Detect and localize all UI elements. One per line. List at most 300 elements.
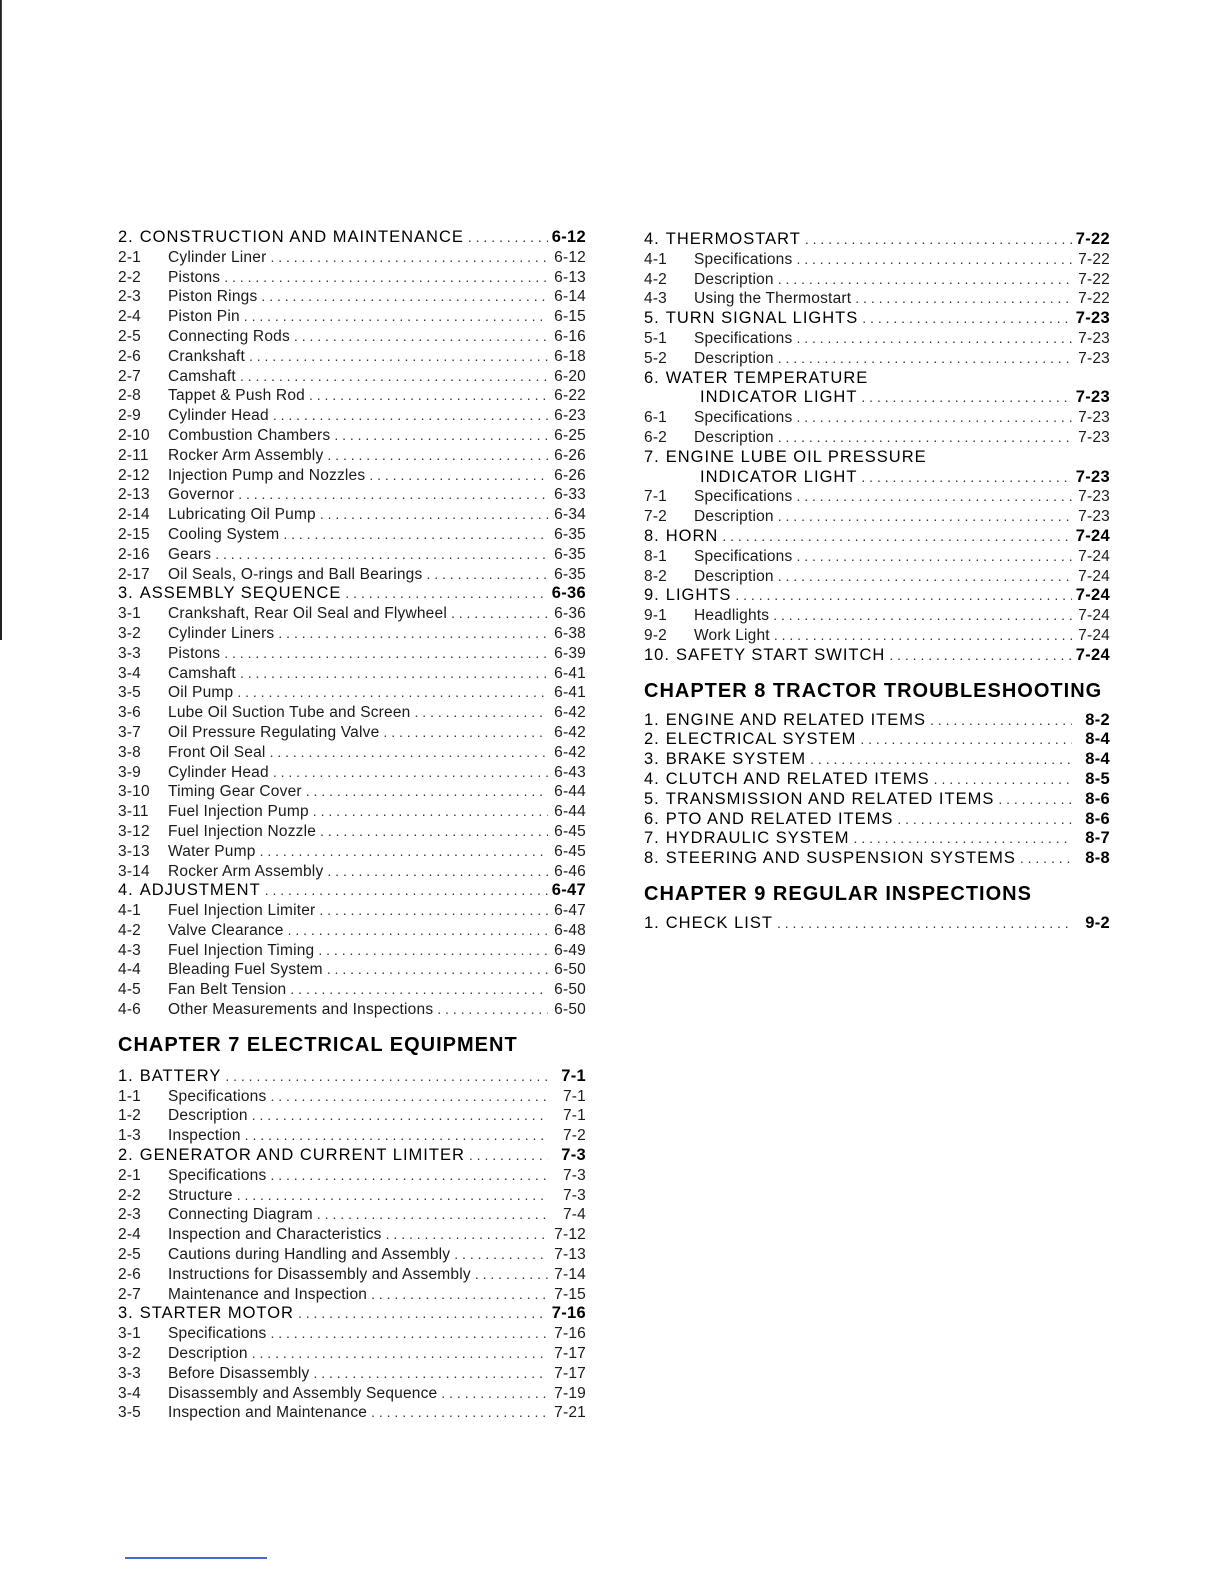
toc-entry[interactable] xyxy=(644,750,1110,770)
entry-number: 8-2 xyxy=(644,567,668,585)
entry-page-number: 7-22 xyxy=(1075,230,1110,248)
dot-leader xyxy=(215,545,548,565)
dot-leader xyxy=(426,565,548,585)
dot-leader xyxy=(288,921,548,941)
entry-page-number: 6-43 xyxy=(554,763,586,781)
entry-title: THERMOSTART xyxy=(665,230,801,248)
entry-page-number: 7-1 xyxy=(561,1066,586,1085)
entry-page-number: 6-44 xyxy=(554,783,586,801)
entry-title: Before Disassembly xyxy=(168,1364,310,1382)
entry-number: 2-7 xyxy=(118,1285,142,1303)
entry-number: 4. xyxy=(644,769,660,788)
entry-title: ADJUSTMENT xyxy=(139,881,261,900)
toc-entry[interactable] xyxy=(118,941,586,961)
dot-leader xyxy=(240,367,548,387)
entry-number: 1-3 xyxy=(118,1127,142,1145)
entry-title: Bleading Fuel System xyxy=(168,961,323,979)
entry-page-number: 7-23 xyxy=(1078,488,1110,506)
entry-number: 7. xyxy=(644,447,660,466)
dot-leader xyxy=(317,1205,548,1225)
dot-leader xyxy=(345,584,547,604)
dot-leader xyxy=(224,268,548,288)
entry-page-number: 6-16 xyxy=(554,327,586,345)
toc-entry[interactable] xyxy=(118,1304,586,1324)
entry-number: 3-3 xyxy=(118,644,142,662)
entry-number: 2. xyxy=(644,730,660,749)
toc-entry[interactable] xyxy=(118,644,586,664)
toc-entry[interactable] xyxy=(644,606,1110,626)
toc-entry[interactable] xyxy=(118,406,586,426)
toc-entry[interactable] xyxy=(644,626,1110,646)
dot-leader xyxy=(278,624,548,644)
chapter-7-heading: CHAPTER 7 ELECTRICAL EQUIPMENT xyxy=(118,1033,518,1056)
entry-page-number: 6-20 xyxy=(554,367,586,385)
entry-title: Connecting Diagram xyxy=(168,1206,313,1224)
entry-page-number: 7-16 xyxy=(551,1304,586,1323)
entry-title: CONSTRUCTION AND MAINTENANCE xyxy=(139,228,464,246)
entry-title: Oil Pump xyxy=(168,684,234,702)
toc-entry[interactable] xyxy=(644,790,1110,810)
dot-leader xyxy=(897,810,1072,830)
entry-page-number: 6-45 xyxy=(554,822,586,840)
dot-leader xyxy=(320,505,548,525)
entry-number: 2-2 xyxy=(118,1186,142,1204)
entry-page-number: 6-12 xyxy=(554,248,586,266)
entry-page-number: 7-19 xyxy=(554,1384,586,1402)
toc-entry[interactable] xyxy=(118,1324,586,1344)
entry-number: 2-12 xyxy=(118,466,150,484)
entry-page-number: 6-26 xyxy=(554,466,586,484)
entry-page-number: 7-24 xyxy=(1075,586,1110,605)
entry-title: Inspection and Characteristics xyxy=(168,1226,382,1244)
toc-entry[interactable] xyxy=(118,842,586,862)
entry-title: Specifications xyxy=(694,250,793,268)
dot-leader xyxy=(415,703,548,723)
entry-title: Description xyxy=(694,508,774,526)
dot-leader xyxy=(862,309,1072,329)
toc-entry[interactable] xyxy=(118,327,586,347)
toc-entry[interactable] xyxy=(118,822,586,842)
entry-page-number: 7-2 xyxy=(562,1127,586,1145)
entry-number: 2-6 xyxy=(118,347,142,365)
toc-entry[interactable] xyxy=(644,309,1110,329)
dot-leader xyxy=(778,349,1072,369)
toc-entry[interactable] xyxy=(118,1225,586,1245)
entry-title: Specifications xyxy=(168,1325,267,1343)
dot-leader xyxy=(934,770,1072,790)
toc-entry[interactable] xyxy=(118,545,586,565)
entry-page-number: 7-1 xyxy=(562,1107,586,1125)
entry-page-number: 6-33 xyxy=(554,486,586,504)
entry-title: Specifications xyxy=(168,1166,267,1184)
entry-title: Description xyxy=(694,349,774,367)
entry-number: 7. xyxy=(644,829,660,848)
chapter-8-heading: CHAPTER 8 TRACTOR TROUBLESHOOTING xyxy=(644,679,1103,702)
entry-title: HYDRAULIC SYSTEM xyxy=(665,829,850,848)
dot-leader xyxy=(773,606,1072,626)
dot-leader xyxy=(249,347,548,367)
toc-entry[interactable] xyxy=(644,507,1110,527)
toc-entry[interactable] xyxy=(118,862,586,882)
entry-number: 2-6 xyxy=(118,1265,142,1283)
entry-number: 3. xyxy=(118,584,134,603)
entry-number: 3-9 xyxy=(118,763,142,781)
entry-title: Fuel Injection Nozzle xyxy=(168,822,317,840)
toc-entry[interactable] xyxy=(644,349,1110,369)
entry-page-number: 6-35 xyxy=(554,565,586,583)
toc-entry[interactable] xyxy=(644,487,1110,507)
dot-leader xyxy=(309,386,548,406)
toc-entry[interactable] xyxy=(118,1364,586,1384)
toc-entry[interactable] xyxy=(118,901,586,921)
entry-page-number: 7-16 xyxy=(554,1325,586,1343)
toc-entry[interactable] xyxy=(118,1344,586,1364)
entry-title: SAFETY START SWITCH xyxy=(675,645,886,664)
toc-entry[interactable] xyxy=(644,408,1110,428)
entry-page-number: 7-24 xyxy=(1075,526,1110,545)
toc-entry[interactable] xyxy=(118,525,586,545)
dot-leader xyxy=(270,1324,548,1344)
toc-entry[interactable] xyxy=(644,586,1110,606)
chapter-9-entries xyxy=(644,914,1110,934)
entry-number: 2-2 xyxy=(118,268,142,286)
entry-title: Cooling System xyxy=(168,525,280,543)
toc-entry[interactable] xyxy=(644,448,1110,468)
toc-entry[interactable] xyxy=(118,1384,586,1404)
entry-page-number: 6-50 xyxy=(554,961,586,979)
toc-entry[interactable] xyxy=(644,829,1110,849)
dot-leader xyxy=(334,426,548,446)
toc-entry[interactable] xyxy=(118,664,586,684)
entry-number: 3-1 xyxy=(118,605,142,623)
dot-leader xyxy=(371,1403,548,1423)
entry-title: Specifications xyxy=(694,488,793,506)
entry-page-number: 6-34 xyxy=(554,506,586,524)
dot-leader xyxy=(238,485,548,505)
entry-number: 3-14 xyxy=(118,862,150,880)
entry-title: Pistons xyxy=(168,268,221,286)
toc-entry[interactable] xyxy=(118,248,586,268)
entry-title: Crankshaft, Rear Oil Seal and Flywheel xyxy=(168,605,447,623)
entry-title: Description xyxy=(694,428,774,446)
toc-entry[interactable] xyxy=(644,770,1110,790)
dot-leader xyxy=(475,1265,548,1285)
entry-number: 3-11 xyxy=(118,803,149,821)
toc-entry[interactable] xyxy=(118,960,586,980)
entry-title: ENGINE LUBE OIL PRESSURE xyxy=(665,447,927,466)
entry-number: 3. xyxy=(644,750,660,769)
entry-number: 2-15 xyxy=(118,525,150,543)
toc-entry[interactable] xyxy=(118,1166,586,1186)
entry-page-number: 7-23 xyxy=(1078,409,1110,427)
toc-entry[interactable] xyxy=(118,1205,586,1225)
toc-entry[interactable] xyxy=(118,367,586,387)
toc-entry[interactable] xyxy=(118,386,586,406)
entry-title: Crankshaft xyxy=(168,347,245,365)
entry-page-number: 6-47 xyxy=(551,881,586,900)
entry-title: LIGHTS xyxy=(665,586,732,605)
entry-title: HORN xyxy=(665,526,719,545)
toc-entry[interactable] xyxy=(118,763,586,783)
dot-leader xyxy=(860,730,1072,750)
entry-number: 2-7 xyxy=(118,367,142,385)
entry-number: 7-1 xyxy=(644,488,668,506)
entry-title: Work Light xyxy=(694,626,770,644)
scan-edge xyxy=(1,0,2,120)
entry-title: Cylinder Liners xyxy=(168,624,275,642)
dot-leader xyxy=(273,406,548,426)
dot-leader xyxy=(810,750,1072,770)
entry-number: 1-2 xyxy=(118,1107,142,1125)
dot-leader xyxy=(441,1384,548,1404)
entry-title: Inspection and Maintenance xyxy=(168,1404,368,1422)
entry-title: Fuel Injection Timing xyxy=(168,941,315,959)
toc-entry[interactable] xyxy=(644,250,1110,270)
toc-entry[interactable] xyxy=(118,604,586,624)
entry-page-number: 7-24 xyxy=(1078,547,1110,565)
entry-number: 8. xyxy=(644,526,660,545)
dot-leader xyxy=(319,901,548,921)
chapter-7-entries xyxy=(118,1067,586,1423)
toc-entry[interactable] xyxy=(118,1106,586,1126)
entry-page-number: 7-22 xyxy=(1078,270,1110,288)
entry-number: 2-13 xyxy=(118,486,150,504)
entry-title: CHECK LIST xyxy=(665,913,773,932)
toc-entry[interactable] xyxy=(118,743,586,763)
toc-entry[interactable] xyxy=(118,565,586,585)
toc-entry[interactable] xyxy=(118,268,586,288)
entry-title: Rocker Arm Assembly xyxy=(168,446,324,464)
entry-number: 4-2 xyxy=(118,921,142,939)
toc-entry[interactable] xyxy=(118,584,586,604)
toc-entry[interactable] xyxy=(644,914,1110,934)
entry-title: Gears xyxy=(168,545,212,563)
toc-entry[interactable] xyxy=(118,1265,586,1285)
entry-number: 7-2 xyxy=(644,508,668,526)
toc-entry[interactable] xyxy=(644,849,1110,869)
toc-entry[interactable] xyxy=(118,683,586,703)
entry-title: Connecting Rods xyxy=(168,327,290,345)
entry-title: ENGINE AND RELATED ITEMS xyxy=(665,710,927,729)
toc-entry[interactable] xyxy=(644,369,1110,389)
dot-leader xyxy=(290,980,548,1000)
entry-title: TRANSMISSION AND RELATED ITEMS xyxy=(665,789,995,808)
dot-leader xyxy=(318,941,548,961)
toc-entry[interactable] xyxy=(118,624,586,644)
dot-leader xyxy=(327,446,548,466)
dot-leader xyxy=(796,329,1072,349)
dot-leader xyxy=(313,1364,548,1384)
entry-page-number: 6-41 xyxy=(554,664,586,682)
entry-page-number: 6-18 xyxy=(554,347,586,365)
chapter-9-heading: CHAPTER 9 REGULAR INSPECTIONS xyxy=(644,882,1032,905)
toc-entry[interactable] xyxy=(118,287,586,307)
entry-title: Lube Oil Suction Tube and Screen xyxy=(168,704,411,722)
dot-leader xyxy=(386,1225,548,1245)
toc-entry[interactable] xyxy=(644,428,1110,448)
toc-entry[interactable] xyxy=(644,567,1110,587)
entry-page-number: 6-49 xyxy=(554,941,586,959)
entry-title: TURN SIGNAL LIGHTS xyxy=(665,309,859,328)
entry-number: 4-1 xyxy=(118,902,142,920)
entry-number: 3-8 xyxy=(118,743,142,761)
dot-leader xyxy=(930,711,1072,731)
entry-number: 6-1 xyxy=(644,409,668,427)
entry-title: Rocker Arm Assembly xyxy=(168,862,324,880)
toc-entry[interactable] xyxy=(118,426,586,446)
toc-entry[interactable] xyxy=(118,228,586,248)
dot-leader xyxy=(437,1000,548,1020)
dot-leader xyxy=(1020,849,1072,869)
entry-number: 4-1 xyxy=(644,250,668,268)
dot-leader xyxy=(270,1087,548,1107)
toc-entry[interactable] xyxy=(644,810,1110,830)
entry-number: 3-5 xyxy=(118,684,142,702)
toc-entry[interactable] xyxy=(644,646,1110,666)
entry-title: Description xyxy=(694,567,774,585)
entry-number: 9-2 xyxy=(644,626,668,644)
entry-number: 2-9 xyxy=(118,407,142,425)
entry-page-number: 7-3 xyxy=(562,1186,586,1204)
toc-entry[interactable] xyxy=(118,466,586,486)
dot-leader xyxy=(245,1126,548,1146)
toc-entry[interactable] xyxy=(118,980,586,1000)
dot-leader xyxy=(451,604,548,624)
entry-page-number: 6-35 xyxy=(554,545,586,563)
entry-title: Specifications xyxy=(168,1087,267,1105)
entry-number: 3. xyxy=(118,1304,134,1323)
dot-leader xyxy=(237,1186,548,1206)
entry-page-number: 7-24 xyxy=(1078,626,1110,644)
toc-entry[interactable] xyxy=(118,1186,586,1206)
entry-page-number: 7-22 xyxy=(1078,250,1110,268)
toc-entry[interactable] xyxy=(644,527,1110,547)
toc-entry[interactable] xyxy=(118,307,586,327)
dot-leader xyxy=(454,1245,548,1265)
toc-entry[interactable] xyxy=(644,711,1110,731)
toc-entry[interactable] xyxy=(118,802,586,822)
entry-title: Description xyxy=(694,270,774,288)
entry-number: 6-2 xyxy=(644,428,668,446)
entry-title: Camshaft xyxy=(168,367,236,385)
entry-page-number: 6-26 xyxy=(554,446,586,464)
entry-number: 2-17 xyxy=(118,565,150,583)
toc-entry[interactable] xyxy=(118,1245,586,1265)
entry-title: Lubricating Oil Pump xyxy=(168,506,316,524)
entry-page-number: 6-50 xyxy=(554,1001,586,1019)
entry-page-number: 6-41 xyxy=(554,684,586,702)
dot-leader xyxy=(735,586,1071,606)
entry-title: PTO AND RELATED ITEMS xyxy=(665,809,894,828)
entry-title: BRAKE SYSTEM xyxy=(665,750,807,769)
toc-entry[interactable] xyxy=(118,881,586,901)
toc-entry[interactable] xyxy=(644,468,1110,488)
entry-number: 3-2 xyxy=(118,624,142,642)
entry-page-number: 7-23 xyxy=(1075,388,1110,407)
toc-entry[interactable] xyxy=(118,723,586,743)
entry-page-number: 7-23 xyxy=(1078,329,1110,347)
entry-number: 5-2 xyxy=(644,349,668,367)
entry-title: Maintenance and Inspection xyxy=(168,1285,368,1303)
entry-number: 3-6 xyxy=(118,704,142,722)
toc-entry[interactable] xyxy=(644,388,1110,408)
entry-number: 2. xyxy=(118,228,134,246)
toc-entry[interactable] xyxy=(118,1067,586,1087)
dot-leader xyxy=(369,466,548,486)
entry-number: 4-4 xyxy=(118,961,142,979)
toc-entry[interactable] xyxy=(118,782,586,802)
toc-entry[interactable] xyxy=(644,270,1110,290)
entry-number: 2-4 xyxy=(118,1226,142,1244)
toc-entry[interactable] xyxy=(118,1087,586,1107)
entry-page-number: 6-23 xyxy=(554,407,586,425)
toc-entry[interactable] xyxy=(118,1403,586,1423)
toc-entry[interactable] xyxy=(118,446,586,466)
toc-entry[interactable] xyxy=(644,230,1110,250)
entry-number: 5-1 xyxy=(644,329,668,347)
dot-leader xyxy=(889,646,1071,666)
entry-title: Tappet & Push Rod xyxy=(168,387,305,405)
entry-page-number: 7-21 xyxy=(554,1404,586,1422)
entry-page-number: 8-5 xyxy=(1085,769,1110,788)
entry-title: STARTER MOTOR xyxy=(139,1304,294,1323)
entry-title: Other Measurements and Inspections xyxy=(168,1001,434,1019)
entry-number: 5. xyxy=(644,789,660,808)
entry-title: Camshaft xyxy=(168,664,236,682)
dot-leader xyxy=(270,248,548,268)
toc-entry[interactable] xyxy=(644,289,1110,309)
toc-entry[interactable] xyxy=(118,1285,586,1305)
entry-number: 4-3 xyxy=(644,290,668,308)
dot-leader xyxy=(240,664,548,684)
entry-number: 2-4 xyxy=(118,308,142,326)
entry-title: Oil Seals, O-rings and Ball Bearings xyxy=(168,565,423,583)
entry-title: Structure xyxy=(168,1186,233,1204)
toc-entry[interactable] xyxy=(118,703,586,723)
toc-entry[interactable] xyxy=(118,505,586,525)
dot-leader xyxy=(796,250,1072,270)
dot-leader xyxy=(298,1304,548,1324)
chapter-7-continued-entries xyxy=(644,230,1110,666)
dot-leader xyxy=(722,527,1071,547)
entry-number: 10. xyxy=(644,645,670,664)
toc-entry[interactable] xyxy=(118,1146,586,1166)
entry-title: Fuel Injection Limiter xyxy=(168,902,316,920)
entry-number: 2-11 xyxy=(118,446,149,464)
entry-number: 3-3 xyxy=(118,1364,142,1382)
toc-entry[interactable] xyxy=(118,921,586,941)
entry-page-number: 6-14 xyxy=(554,288,586,306)
toc-entry[interactable] xyxy=(644,547,1110,567)
entry-page-number: 6-42 xyxy=(554,723,586,741)
entry-page-number: 7-24 xyxy=(1078,567,1110,585)
entry-page-number: 6-22 xyxy=(554,387,586,405)
toc-entry[interactable] xyxy=(644,730,1110,750)
toc-entry[interactable] xyxy=(118,1126,586,1146)
entry-page-number: 7-12 xyxy=(554,1226,586,1244)
entry-page-number: 7-23 xyxy=(1078,508,1110,526)
dot-leader xyxy=(854,829,1072,849)
toc-entry[interactable] xyxy=(644,329,1110,349)
entry-number: 3-12 xyxy=(118,822,150,840)
entry-page-number: 7-24 xyxy=(1075,645,1110,664)
toc-entry[interactable] xyxy=(118,347,586,367)
dot-leader xyxy=(778,270,1072,290)
toc-entry[interactable] xyxy=(118,1000,586,1020)
toc-entry[interactable] xyxy=(118,485,586,505)
entry-title: Specifications xyxy=(694,547,793,565)
entry-number: 3-1 xyxy=(118,1325,142,1343)
